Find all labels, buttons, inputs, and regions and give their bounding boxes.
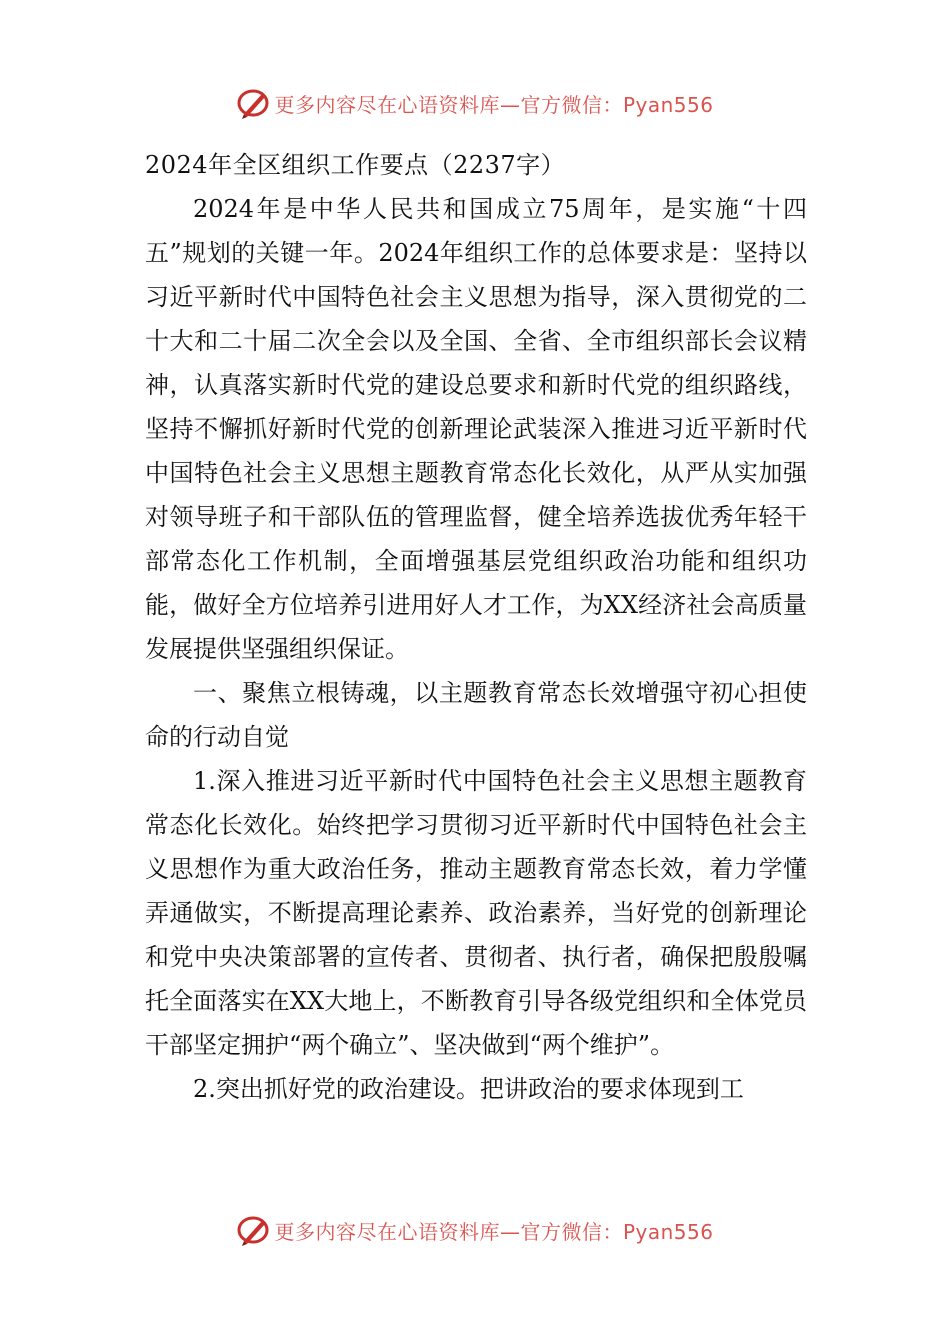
watermark-banner-bottom — [0, 1210, 950, 1250]
item-paragraph-1: 1.深入推进习近平新时代中国特色社会主义思想主题教育常态化长效化。始终把学习贯彻习近平新时代中国特色社会主义思想作为重大政治任务，推动主题教育常态长效，着力学懂弄通做实，不断提高理论素养、政治素养，当好党的创新理论和党中央决策部署的宣传者、贯彻者、执行者，确保把殷殷嘱托全面落实在XX大地上，不断教育引导各级党组织和全体党员干部坚定拥护“两个确立”、坚决做到“两个维护”。 — [145, 767, 807, 1059]
pen-ring-logo-icon — [236, 1213, 270, 1247]
pen-ring-logo-icon — [236, 86, 270, 120]
section-heading-1: 一、聚焦立根铸魂，以主题教育常态长效增强守初心担使命的行动自觉 — [145, 679, 807, 751]
watermark-banner-top — [0, 83, 950, 123]
watermark-text: 更多内容尽在心语资料库—官方微信：Pyan556 — [274, 92, 714, 117]
document-body — [145, 143, 807, 1111]
item-paragraph-2: 2.突出抓好党的政治建设。把讲政治的要求体现到工 — [193, 1075, 744, 1103]
document-title: 2024年全区组织工作要点（2237字） — [145, 151, 566, 179]
intro-paragraph: 2024年是中华人民共和国成立75周年，是实施“十四五”规划的关键一年。2024年组织工作的总体要求是：坚持以习近平新时代中国特色社会主义思想为指导，深入贯彻党的二十大和二十届二次全会以及全国、全省、全市组织部长会议精神，认真落实新时代党的建设总要求和新时代党的组织路线，坚持不懈抓好新时代党的创新理论武装深入推进习近平新时代中国特色社会主义思想主题教育常态化长效化，从严从实加强对领导班子和干部队伍的管理监督，健全培养选拔优秀年轻干部常态化工作机制，全面增强基层党组织政治功能和组织功能，做好全方位培养引进用好人才工作，为XX经济社会高质量发展提供坚强组织保证。 — [145, 195, 807, 663]
watermark-text: 更多内容尽在心语资料库—官方微信：Pyan556 — [274, 1219, 714, 1244]
